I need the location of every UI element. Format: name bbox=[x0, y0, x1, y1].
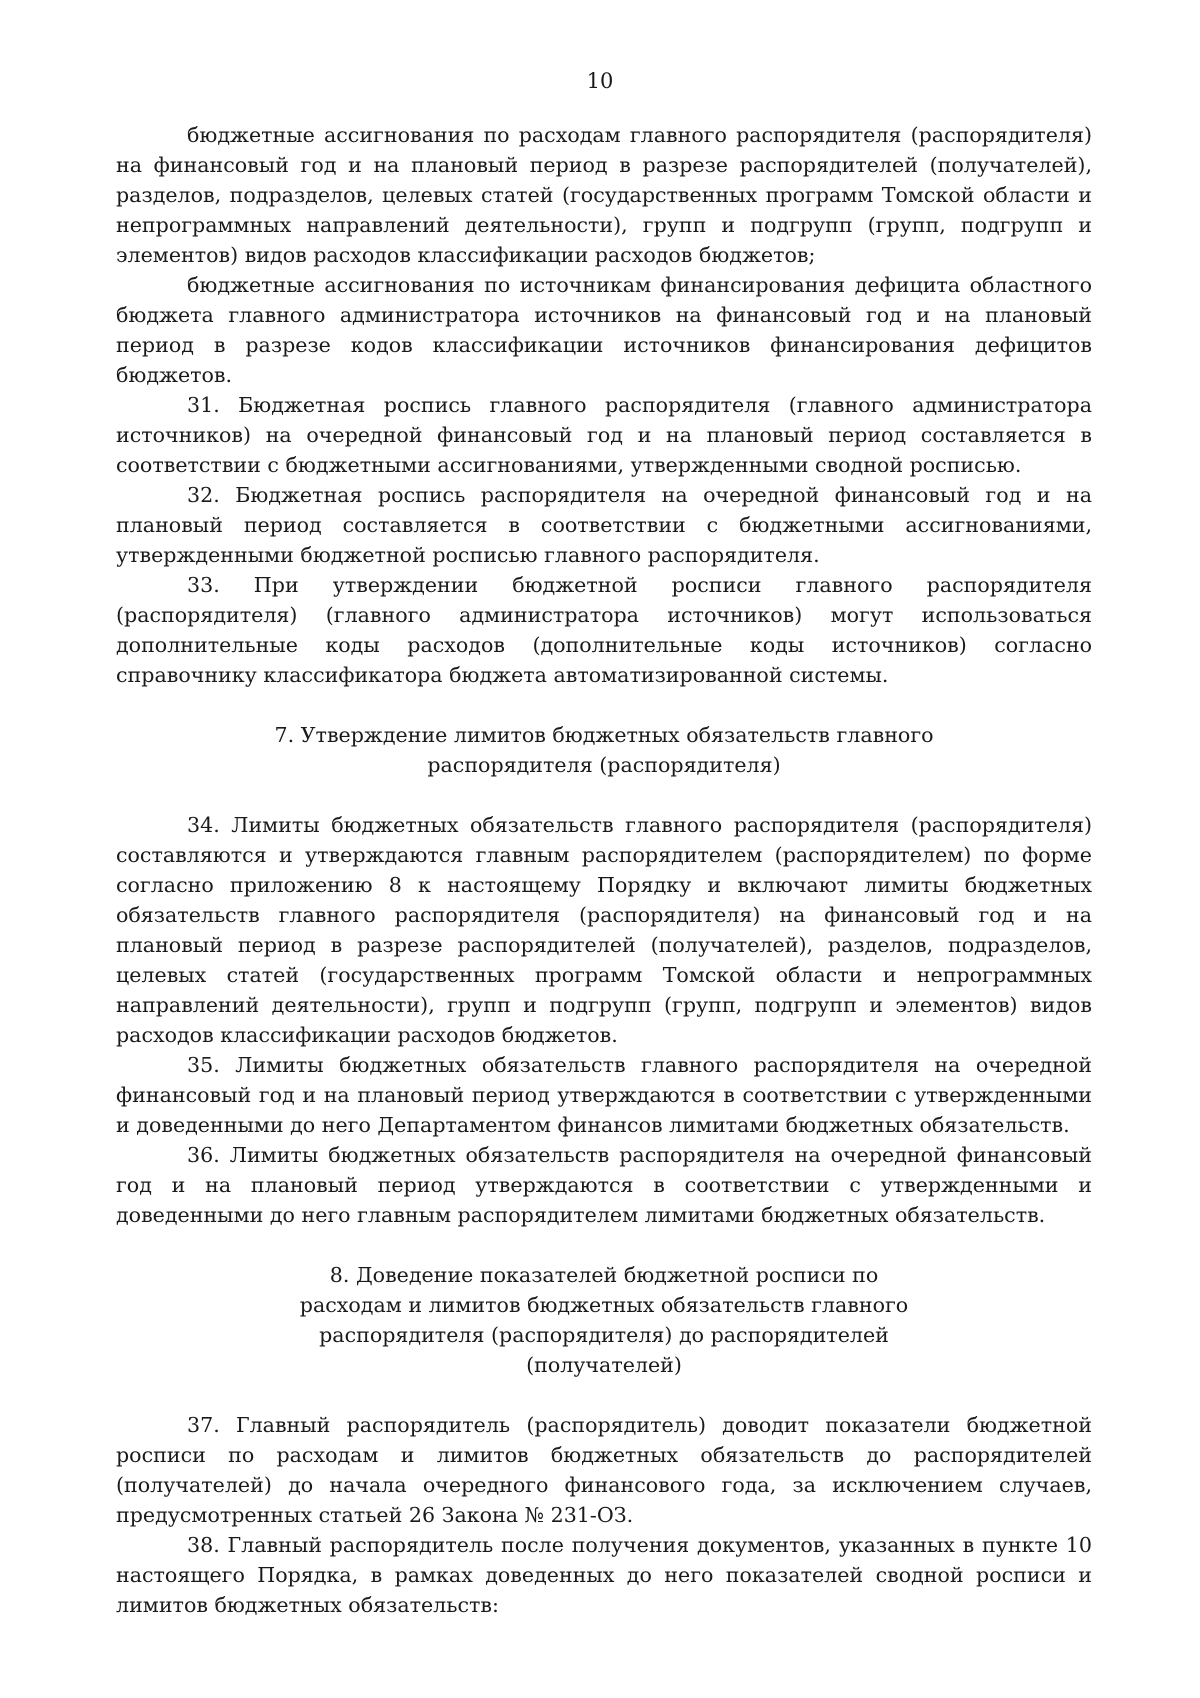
paragraph: бюджетные ассигнования по источникам финансирования дефицита областного бюджета главного администратора источников на финансовый год и на плановый период в разрезе кодов классификации источников финансирования дефицитов бюджетов. bbox=[116, 273, 1092, 387]
section-heading-7: 7. Утверждение лимитов бюджетных обязательств главного распорядителя (распорядителя) bbox=[274, 723, 934, 777]
paragraph-item-34: 34. Лимиты бюджетных обязательств главного распорядителя (распорядителя) составляются и утверждаются главным распорядителем (распорядителем) по форме согласно приложению 8 к настоящему Порядку и включают лимиты бюджетных обязательств главного распорядителя (распорядителя) на финансовый год и на плановый период в разрезе распорядителей (получателей), разделов, подразделов, целевых статей (государственных программ Томской области и непрограммных направлений деятельности), групп и подгрупп (групп, подгрупп и элементов) видов расходов классификации расходов бюджетов. bbox=[116, 813, 1092, 1047]
paragraph-item-33: 33. При утверждении бюджетной росписи главного распорядителя (распорядителя) (главного администратора источников) могут использоваться дополнительные коды расходов (дополнительные коды источников) согласно справочнику классификатора бюджета автоматизированной системы. bbox=[116, 573, 1092, 687]
paragraph-item-32: 32. Бюджетная роспись распорядителя на очередной финансовый год и на плановый период составляется в соответствии с бюджетными ассигнованиями, утвержденными бюджетной росписью главного распорядителя. bbox=[116, 483, 1092, 567]
paragraph-item-31: 31. Бюджетная роспись главного распорядителя (главного администратора источников) на очередной финансовый год и на плановый период составляется в соответствии с бюджетными ассигнованиями, утвержденными сводной росписью. bbox=[116, 393, 1092, 477]
page-number: 10 bbox=[586, 69, 614, 93]
paragraph-item-35: 35. Лимиты бюджетных обязательств главного распорядителя на очередной финансовый год и на плановый период утверждаются в соответствии с утвержденными и доведенными до него Департаментом финансов лимитами бюджетных обязательств. bbox=[116, 1053, 1092, 1137]
section-heading-8: 8. Доведение показателей бюджетной росписи по расходам и лимитов бюджетных обязательств главного распорядителя (распорядителя) до распорядителей (получателей) bbox=[299, 1263, 909, 1377]
paragraph-item-38: 38. Главный распорядитель после получения документов, указанных в пункте 10 настоящего Порядка, в рамках доведенных до него показателей сводной росписи и лимитов бюджетных обязательств: bbox=[116, 1533, 1092, 1617]
document-body bbox=[116, 120, 1092, 1620]
paragraph-item-37: 37. Главный распорядитель (распорядитель) доводит показатели бюджетной росписи по расходам и лимитов бюджетных обязательств до распорядителей (получателей) до начала очередного финансового года, за исключением случаев, предусмотренных статьей 26 Закона № 231-ОЗ. bbox=[116, 1413, 1092, 1527]
paragraph-item-36: 36. Лимиты бюджетных обязательств распорядителя на очередной финансовый год и на плановый период утверждаются в соответствии с утвержденными и доведенными до него главным распорядителем лимитами бюджетных обязательств. bbox=[116, 1143, 1092, 1227]
paragraph: бюджетные ассигнования по расходам главного распорядителя (распорядителя) на финансовый год и на плановый период в разрезе распорядителей (получателей), разделов, подразделов, целевых статей (государственных программ Томской области и непрограммных направлений деятельности), групп и подгрупп (групп, подгрупп и элементов) видов расходов классификации расходов бюджетов; bbox=[116, 123, 1092, 267]
